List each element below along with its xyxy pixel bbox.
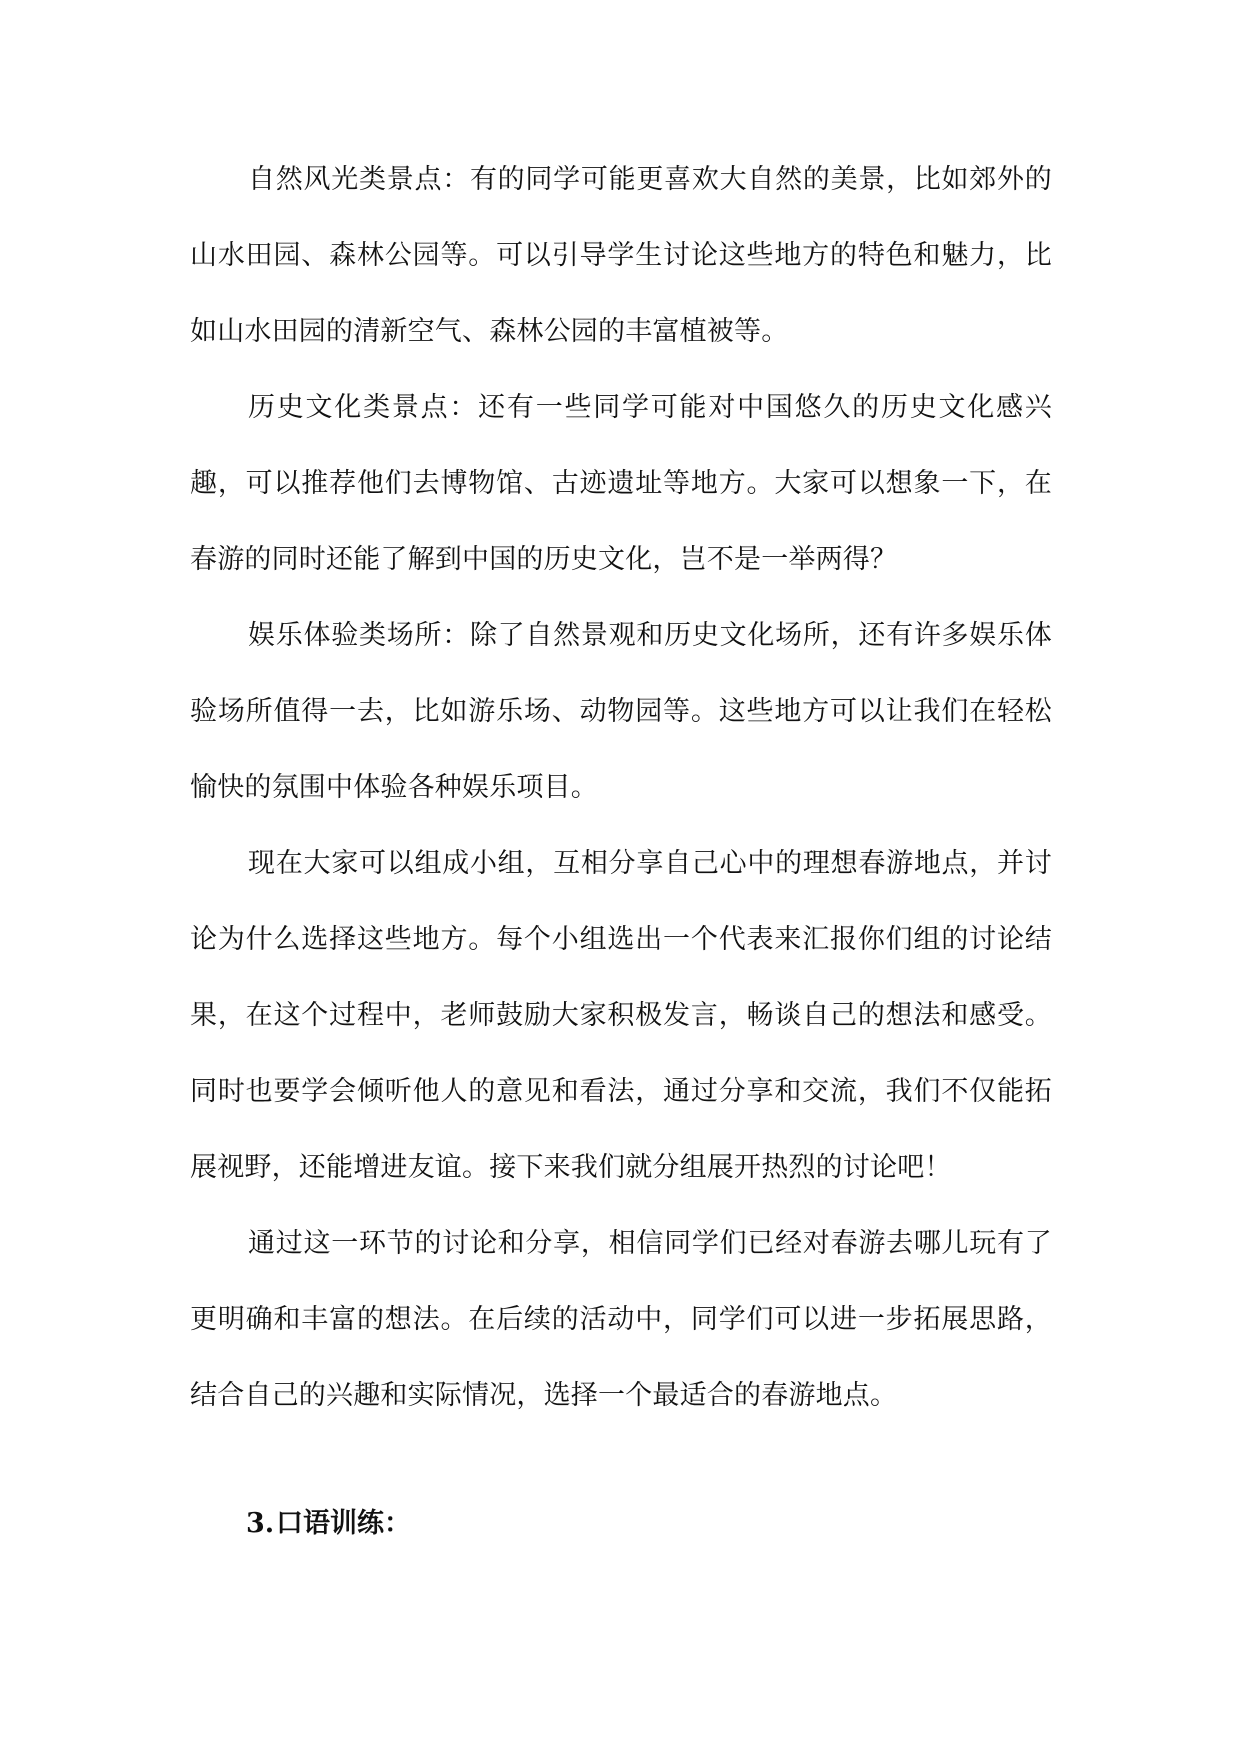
- section-title: 口语训练：: [276, 1508, 411, 1539]
- section-number: 3.: [246, 1508, 275, 1539]
- document-page: [190, 142, 1052, 1562]
- paragraph-historical-culture: 历史文化类景点：还有一些同学可能对中国悠久的历史文化感兴趣，可以推荐他们去博物馆、古迹遗址等地方。大家可以想象一下，在春游的同时还能了解到中国的历史文化，岂不是一举两得？: [190, 392, 1052, 575]
- section-heading: [190, 1486, 1052, 1562]
- paragraph-entertainment: 娱乐体验类场所：除了自然景观和历史文化场所，还有许多娱乐体验场所值得一去，比如游乐场、动物园等。这些地方可以让我们在轻松愉快的氛围中体验各种娱乐项目。: [190, 620, 1052, 803]
- paragraph-summary: 通过这一环节的讨论和分享，相信同学们已经对春游去哪儿玩有了更明确和丰富的想法。在后续的活动中，同学们可以进一步拓展思路，结合自己的兴趣和实际情况，选择一个最适合的春游地点。: [190, 1228, 1052, 1411]
- paragraph-group-discussion: 现在大家可以组成小组，互相分享自己心中的理想春游地点，并讨论为什么选择这些地方。每个小组选出一个代表来汇报你们组的讨论结果，在这个过程中，老师鼓励大家积极发言，畅谈自己的想法和感受。同时也要学会倾听他人的意见和看法，通过分享和交流，我们不仅能拓展视野，还能增进友谊。接下来我们就分组展开热烈的讨论吧！: [190, 848, 1052, 1183]
- paragraph-natural-scenery: 自然风光类景点：有的同学可能更喜欢大自然的美景，比如郊外的山水田园、森林公园等。可以引导学生讨论这些地方的特色和魅力，比如山水田园的清新空气、森林公园的丰富植被等。: [190, 164, 1052, 347]
